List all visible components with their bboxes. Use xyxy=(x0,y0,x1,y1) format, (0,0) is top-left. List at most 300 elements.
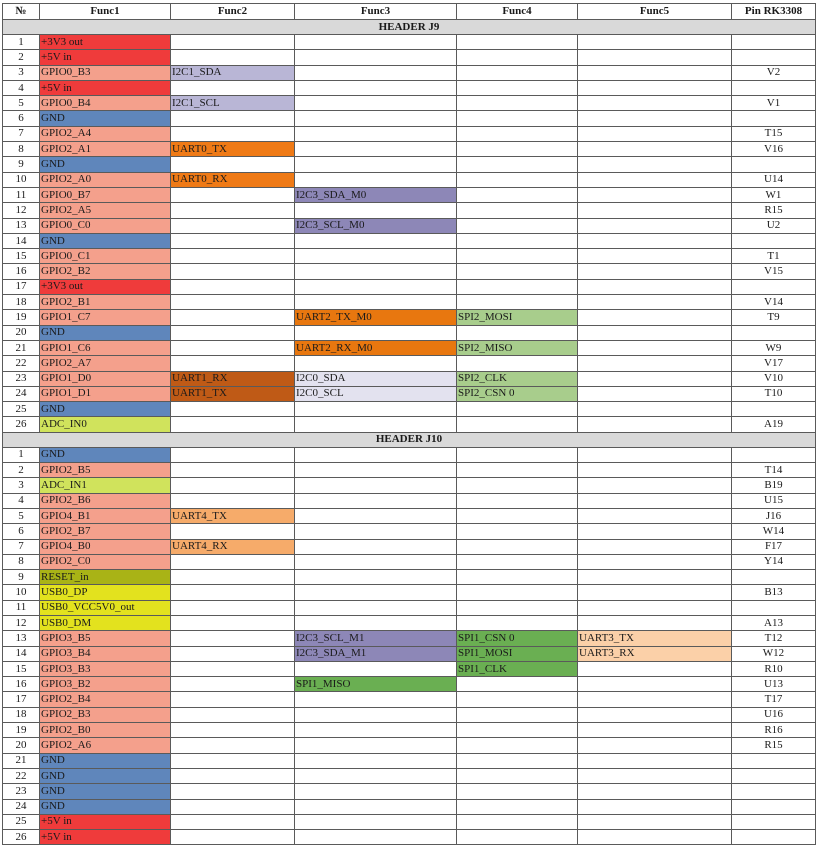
func1-cell: +5V in xyxy=(40,50,171,65)
func2-cell xyxy=(171,830,295,845)
func5-cell xyxy=(578,279,732,294)
func1-cell: GND xyxy=(40,799,171,814)
func2-cell xyxy=(171,218,295,233)
pin-number-cell: 2 xyxy=(3,463,40,478)
table-row xyxy=(3,585,816,600)
func4-cell xyxy=(457,50,578,65)
rk3308-pin-cell: T14 xyxy=(732,463,816,478)
func5-cell xyxy=(578,784,732,799)
func4-cell xyxy=(457,814,578,829)
func3-cell xyxy=(295,447,457,462)
func1-cell: GPIO2_C0 xyxy=(40,554,171,569)
func3-cell xyxy=(295,50,457,65)
pin-number-cell: 16 xyxy=(3,677,40,692)
func2-cell xyxy=(171,447,295,462)
func5-cell xyxy=(578,386,732,401)
pin-number-cell: 26 xyxy=(3,417,40,432)
table-row xyxy=(3,264,816,279)
func3-cell xyxy=(295,814,457,829)
func4-cell xyxy=(457,539,578,554)
func1-cell: +5V in xyxy=(40,80,171,95)
func3-cell: UART2_TX_M0 xyxy=(295,310,457,325)
rk3308-pin-cell: U2 xyxy=(732,218,816,233)
func2-cell xyxy=(171,463,295,478)
rk3308-pin-cell xyxy=(732,279,816,294)
table-row xyxy=(3,661,816,676)
rk3308-pin-cell: U14 xyxy=(732,172,816,187)
rk3308-pin-cell xyxy=(732,233,816,248)
func3-cell xyxy=(295,493,457,508)
func5-cell xyxy=(578,814,732,829)
func2-cell xyxy=(171,478,295,493)
table-row xyxy=(3,524,816,539)
func5-cell xyxy=(578,50,732,65)
func5-cell xyxy=(578,692,732,707)
func5-cell xyxy=(578,677,732,692)
func1-cell: GPIO1_C7 xyxy=(40,310,171,325)
pin-number-cell: 23 xyxy=(3,784,40,799)
func3-cell xyxy=(295,65,457,80)
func4-cell xyxy=(457,447,578,462)
func1-cell: GPIO2_B6 xyxy=(40,493,171,508)
func2-cell xyxy=(171,325,295,340)
func3-cell xyxy=(295,172,457,187)
pin-number-cell: 1 xyxy=(3,35,40,50)
func2-cell xyxy=(171,600,295,615)
func5-cell xyxy=(578,723,732,738)
table-row xyxy=(3,325,816,340)
func5-cell xyxy=(578,126,732,141)
rk3308-pin-cell: B19 xyxy=(732,478,816,493)
func2-cell: UART4_RX xyxy=(171,539,295,554)
rk3308-pin-cell: W1 xyxy=(732,187,816,202)
table-body xyxy=(3,20,816,845)
rk3308-pin-cell xyxy=(732,768,816,783)
rk3308-pin-cell xyxy=(732,830,816,845)
func3-cell xyxy=(295,111,457,126)
rk3308-pin-cell: Y14 xyxy=(732,554,816,569)
func3-cell: UART2_RX_M0 xyxy=(295,340,457,355)
func2-cell xyxy=(171,340,295,355)
func4-cell: SPI2_MISO xyxy=(457,340,578,355)
func1-cell: GPIO4_B0 xyxy=(40,539,171,554)
func5-cell xyxy=(578,478,732,493)
rk3308-pin-cell: T9 xyxy=(732,310,816,325)
func5-cell xyxy=(578,799,732,814)
pin-number-cell: 5 xyxy=(3,96,40,111)
rk3308-pin-cell: F17 xyxy=(732,539,816,554)
pin-number-cell: 26 xyxy=(3,830,40,845)
rk3308-pin-cell: V2 xyxy=(732,65,816,80)
func4-cell xyxy=(457,615,578,630)
rk3308-pin-cell: A19 xyxy=(732,417,816,432)
pin-number-cell: 13 xyxy=(3,218,40,233)
func1-cell: GPIO2_B3 xyxy=(40,707,171,722)
func5-cell xyxy=(578,203,732,218)
func4-cell: SPI1_CLK xyxy=(457,661,578,676)
pin-number-cell: 6 xyxy=(3,111,40,126)
func5-cell xyxy=(578,310,732,325)
rk3308-pin-cell: T15 xyxy=(732,126,816,141)
table-row xyxy=(3,295,816,310)
rk3308-pin-cell: W12 xyxy=(732,646,816,661)
func4-cell xyxy=(457,799,578,814)
func4-cell xyxy=(457,325,578,340)
pin-number-cell: 25 xyxy=(3,814,40,829)
func4-cell xyxy=(457,570,578,585)
func2-cell xyxy=(171,524,295,539)
func2-cell xyxy=(171,35,295,50)
col-header-func5: Func5 xyxy=(578,4,732,20)
table-row xyxy=(3,447,816,462)
rk3308-pin-cell: U16 xyxy=(732,707,816,722)
func5-cell xyxy=(578,371,732,386)
func1-cell: RESET_in xyxy=(40,570,171,585)
table-row xyxy=(3,768,816,783)
table-row xyxy=(3,753,816,768)
table-row xyxy=(3,463,816,478)
func1-cell: GND xyxy=(40,447,171,462)
pin-number-cell: 11 xyxy=(3,187,40,202)
col-header-func4: Func4 xyxy=(457,4,578,20)
func5-cell xyxy=(578,218,732,233)
func5-cell xyxy=(578,768,732,783)
func2-cell xyxy=(171,111,295,126)
rk3308-pin-cell xyxy=(732,447,816,462)
func1-cell: GPIO0_C0 xyxy=(40,218,171,233)
table-row xyxy=(3,279,816,294)
pin-number-cell: 5 xyxy=(3,508,40,523)
pin-number-cell: 14 xyxy=(3,646,40,661)
func1-cell: GPIO2_B2 xyxy=(40,264,171,279)
rk3308-pin-cell: W9 xyxy=(732,340,816,355)
func1-cell: GPIO2_A4 xyxy=(40,126,171,141)
pin-number-cell: 15 xyxy=(3,249,40,264)
func1-cell: GPIO1_D1 xyxy=(40,386,171,401)
func4-cell xyxy=(457,417,578,432)
func4-cell: SPI1_CSN 0 xyxy=(457,631,578,646)
rk3308-pin-cell xyxy=(732,600,816,615)
func1-cell: GPIO0_B7 xyxy=(40,187,171,202)
func3-cell xyxy=(295,402,457,417)
func2-cell xyxy=(171,187,295,202)
func3-cell xyxy=(295,615,457,630)
func3-cell xyxy=(295,784,457,799)
func3-cell xyxy=(295,233,457,248)
func3-cell xyxy=(295,753,457,768)
func1-cell: GPIO0_B4 xyxy=(40,96,171,111)
pin-number-cell: 6 xyxy=(3,524,40,539)
rk3308-pin-cell: V14 xyxy=(732,295,816,310)
func3-cell xyxy=(295,35,457,50)
func2-cell xyxy=(171,768,295,783)
pin-number-cell: 21 xyxy=(3,753,40,768)
pin-number-cell: 4 xyxy=(3,493,40,508)
table-row xyxy=(3,126,816,141)
rk3308-pin-cell xyxy=(732,402,816,417)
table-row xyxy=(3,233,816,248)
table-row xyxy=(3,172,816,187)
func5-cell xyxy=(578,753,732,768)
pin-number-cell: 7 xyxy=(3,539,40,554)
func2-cell: I2C1_SCL xyxy=(171,96,295,111)
func4-cell xyxy=(457,738,578,753)
func4-cell xyxy=(457,692,578,707)
func3-cell xyxy=(295,478,457,493)
func2-cell xyxy=(171,692,295,707)
func2-cell: UART1_TX xyxy=(171,386,295,401)
func2-cell xyxy=(171,554,295,569)
pin-number-cell: 24 xyxy=(3,386,40,401)
func4-cell xyxy=(457,35,578,50)
func4-cell xyxy=(457,677,578,692)
pin-number-cell: 18 xyxy=(3,707,40,722)
func5-cell xyxy=(578,187,732,202)
func1-cell: +5V in xyxy=(40,814,171,829)
func5-cell xyxy=(578,340,732,355)
table-row xyxy=(3,310,816,325)
func4-cell xyxy=(457,218,578,233)
pin-number-cell: 15 xyxy=(3,661,40,676)
func1-cell: GPIO2_B4 xyxy=(40,692,171,707)
func4-cell xyxy=(457,356,578,371)
func4-cell xyxy=(457,142,578,157)
func1-cell: GND xyxy=(40,784,171,799)
func2-cell xyxy=(171,233,295,248)
section-header-row xyxy=(3,20,816,35)
func3-cell xyxy=(295,356,457,371)
func4-cell xyxy=(457,463,578,478)
func1-cell: +3V3 out xyxy=(40,35,171,50)
col-header-func2: Func2 xyxy=(171,4,295,20)
func1-cell: GPIO2_B7 xyxy=(40,524,171,539)
func2-cell: I2C1_SDA xyxy=(171,65,295,80)
func3-cell xyxy=(295,157,457,172)
func2-cell xyxy=(171,493,295,508)
func2-cell xyxy=(171,723,295,738)
func5-cell xyxy=(578,508,732,523)
func4-cell xyxy=(457,478,578,493)
func5-cell xyxy=(578,615,732,630)
func4-cell xyxy=(457,249,578,264)
func2-cell xyxy=(171,157,295,172)
pin-number-cell: 20 xyxy=(3,738,40,753)
func5-cell xyxy=(578,447,732,462)
func5-cell xyxy=(578,585,732,600)
pin-number-cell: 20 xyxy=(3,325,40,340)
func1-cell: GPIO2_B5 xyxy=(40,463,171,478)
func2-cell: UART1_RX xyxy=(171,371,295,386)
table-row xyxy=(3,631,816,646)
func1-cell: GPIO4_B1 xyxy=(40,508,171,523)
func2-cell xyxy=(171,646,295,661)
func1-cell: GND xyxy=(40,233,171,248)
table-row xyxy=(3,371,816,386)
func3-cell xyxy=(295,142,457,157)
func1-cell: GND xyxy=(40,402,171,417)
func1-cell: GPIO2_B0 xyxy=(40,723,171,738)
func2-cell xyxy=(171,203,295,218)
func5-cell xyxy=(578,111,732,126)
func1-cell: GPIO1_C6 xyxy=(40,340,171,355)
func2-cell xyxy=(171,677,295,692)
rk3308-pin-cell: V1 xyxy=(732,96,816,111)
pin-number-cell: 19 xyxy=(3,723,40,738)
rk3308-pin-cell: R16 xyxy=(732,723,816,738)
func2-cell xyxy=(171,295,295,310)
col-header-number: № xyxy=(3,4,40,20)
func3-cell: I2C3_SCL_M1 xyxy=(295,631,457,646)
rk3308-pin-cell: U15 xyxy=(732,493,816,508)
func2-cell xyxy=(171,738,295,753)
table-row xyxy=(3,50,816,65)
func5-cell: UART3_RX xyxy=(578,646,732,661)
func5-cell xyxy=(578,493,732,508)
func4-cell xyxy=(457,203,578,218)
func3-cell xyxy=(295,570,457,585)
func3-cell xyxy=(295,203,457,218)
func5-cell xyxy=(578,172,732,187)
table-row xyxy=(3,508,816,523)
func1-cell: +3V3 out xyxy=(40,279,171,294)
pin-number-cell: 12 xyxy=(3,203,40,218)
col-header-func3: Func3 xyxy=(295,4,457,20)
func1-cell: GPIO3_B4 xyxy=(40,646,171,661)
func4-cell: SPI2_MOSI xyxy=(457,310,578,325)
rk3308-pin-cell: V17 xyxy=(732,356,816,371)
table-row xyxy=(3,203,816,218)
pin-number-cell: 24 xyxy=(3,799,40,814)
func1-cell: ADC_IN0 xyxy=(40,417,171,432)
table-row xyxy=(3,356,816,371)
func2-cell xyxy=(171,402,295,417)
func3-cell xyxy=(295,126,457,141)
rk3308-pin-cell: A13 xyxy=(732,615,816,630)
func3-cell xyxy=(295,249,457,264)
func5-cell xyxy=(578,738,732,753)
func5-cell xyxy=(578,661,732,676)
rk3308-pin-cell: R15 xyxy=(732,738,816,753)
pin-number-cell: 1 xyxy=(3,447,40,462)
func4-cell xyxy=(457,279,578,294)
func2-cell xyxy=(171,264,295,279)
func1-cell: USB0_DP xyxy=(40,585,171,600)
func2-cell xyxy=(171,784,295,799)
rk3308-pin-cell: U13 xyxy=(732,677,816,692)
func1-cell: GPIO2_A0 xyxy=(40,172,171,187)
func3-cell xyxy=(295,279,457,294)
rk3308-pin-cell: T10 xyxy=(732,386,816,401)
func3-cell xyxy=(295,661,457,676)
func3-cell xyxy=(295,417,457,432)
func3-cell: I2C3_SCL_M0 xyxy=(295,218,457,233)
rk3308-pin-cell xyxy=(732,799,816,814)
func3-cell xyxy=(295,264,457,279)
table-row xyxy=(3,157,816,172)
section-title: HEADER J9 xyxy=(3,20,816,35)
func4-cell xyxy=(457,600,578,615)
section-title: HEADER J10 xyxy=(3,432,816,447)
pin-number-cell: 10 xyxy=(3,585,40,600)
func3-cell: I2C0_SCL xyxy=(295,386,457,401)
func2-cell xyxy=(171,249,295,264)
func5-cell: UART3_TX xyxy=(578,631,732,646)
func1-cell: GPIO2_B1 xyxy=(40,295,171,310)
func1-cell: GPIO0_B3 xyxy=(40,65,171,80)
rk3308-pin-cell xyxy=(732,157,816,172)
func2-cell xyxy=(171,356,295,371)
table-row xyxy=(3,340,816,355)
func5-cell xyxy=(578,554,732,569)
func1-cell: GPIO3_B2 xyxy=(40,677,171,692)
func4-cell xyxy=(457,508,578,523)
func2-cell xyxy=(171,570,295,585)
func3-cell: I2C0_SDA xyxy=(295,371,457,386)
table-row xyxy=(3,692,816,707)
rk3308-pin-cell: R10 xyxy=(732,661,816,676)
pinout-table xyxy=(2,3,816,845)
func2-cell xyxy=(171,814,295,829)
pin-number-cell: 17 xyxy=(3,692,40,707)
func1-cell: GPIO2_A6 xyxy=(40,738,171,753)
func1-cell: GPIO3_B5 xyxy=(40,631,171,646)
rk3308-pin-cell xyxy=(732,570,816,585)
func4-cell xyxy=(457,723,578,738)
rk3308-pin-cell: J16 xyxy=(732,508,816,523)
pin-number-cell: 11 xyxy=(3,600,40,615)
func2-cell xyxy=(171,80,295,95)
pin-number-cell: 2 xyxy=(3,50,40,65)
table-row xyxy=(3,96,816,111)
func2-cell xyxy=(171,50,295,65)
func3-cell xyxy=(295,768,457,783)
func4-cell xyxy=(457,80,578,95)
func4-cell: SPI2_CLK xyxy=(457,371,578,386)
table-row xyxy=(3,646,816,661)
table-row xyxy=(3,677,816,692)
func2-cell: UART0_TX xyxy=(171,142,295,157)
func1-cell: GND xyxy=(40,768,171,783)
func1-cell: GPIO2_A5 xyxy=(40,203,171,218)
func5-cell xyxy=(578,600,732,615)
func2-cell: UART0_RX xyxy=(171,172,295,187)
func3-cell xyxy=(295,585,457,600)
pin-number-cell: 23 xyxy=(3,371,40,386)
rk3308-pin-cell: T17 xyxy=(732,692,816,707)
table-row xyxy=(3,799,816,814)
func1-cell: GPIO1_D0 xyxy=(40,371,171,386)
rk3308-pin-cell xyxy=(732,784,816,799)
rk3308-pin-cell xyxy=(732,80,816,95)
func5-cell xyxy=(578,356,732,371)
pin-number-cell: 10 xyxy=(3,172,40,187)
table-row xyxy=(3,65,816,80)
func5-cell xyxy=(578,417,732,432)
func4-cell xyxy=(457,233,578,248)
func1-cell: ADC_IN1 xyxy=(40,478,171,493)
table-row xyxy=(3,402,816,417)
func5-cell xyxy=(578,707,732,722)
pin-number-cell: 14 xyxy=(3,233,40,248)
func4-cell xyxy=(457,524,578,539)
func4-cell xyxy=(457,585,578,600)
table-row xyxy=(3,386,816,401)
func4-cell xyxy=(457,96,578,111)
func1-cell: GPIO2_A1 xyxy=(40,142,171,157)
table-row xyxy=(3,738,816,753)
func4-cell xyxy=(457,264,578,279)
func4-cell xyxy=(457,768,578,783)
